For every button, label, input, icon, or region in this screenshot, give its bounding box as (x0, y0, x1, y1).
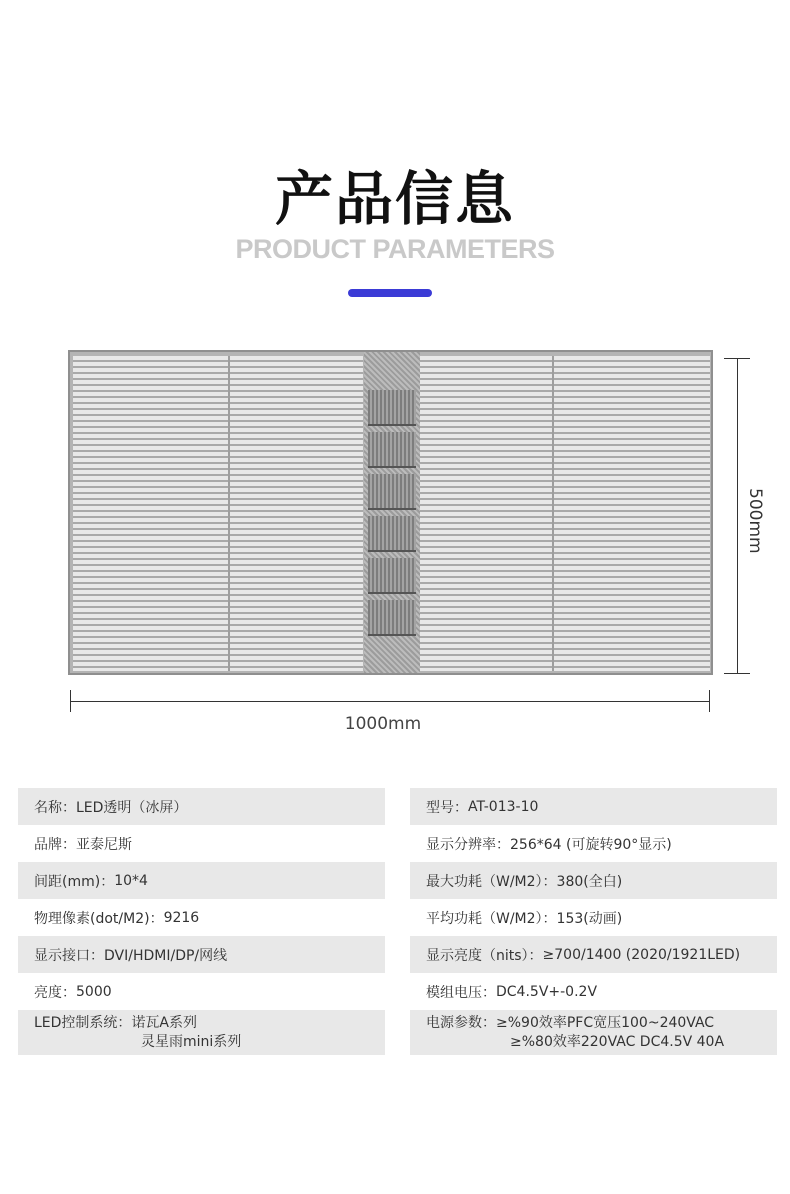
screen-panel-left (73, 356, 363, 671)
spec-label: 显示接口： (34, 947, 104, 964)
width-dimension-label: 1000mm (344, 714, 422, 734)
spec-value: LED透明（冰屏） (76, 799, 188, 816)
height-dimension-cap-bottom (724, 673, 750, 674)
spec-row (410, 936, 777, 973)
spec-label: 物理像素(dot/M2)： (34, 910, 164, 927)
spec-value: AT-013-10 (468, 798, 539, 815)
spec-value: 256*64 (可旋转90°显示) (510, 836, 672, 853)
spec-label: 名称： (34, 799, 76, 816)
spec-table-left (18, 788, 385, 1055)
height-dimension-line (737, 358, 738, 673)
spec-row (18, 899, 385, 936)
spec-label: 品牌： (34, 836, 76, 853)
spec-label: 间距(mm)： (34, 873, 115, 890)
spec-table-right (410, 788, 777, 1055)
height-dimension-label: 500mm (745, 488, 765, 554)
spec-value: DC4.5V+-0.2V (496, 983, 598, 1000)
spec-label: 模组电压： (426, 984, 496, 1001)
spec-row (410, 862, 777, 899)
spec-row (18, 788, 385, 825)
spec-label: 亮度： (34, 984, 76, 1001)
spec-row (410, 825, 777, 862)
spec-row (18, 825, 385, 862)
width-dimension-cap-right (709, 690, 710, 712)
accent-bar (348, 289, 432, 297)
spec-label: 显示分辨率： (426, 836, 510, 853)
spec-row (18, 862, 385, 899)
spec-value: ≥%90效率PFC宽压100~240VAC (496, 1015, 715, 1031)
spec-label: LED控制系统： (34, 1015, 132, 1031)
height-dimension-cap-top (724, 358, 750, 359)
screen-center-strip (364, 352, 420, 673)
width-dimension-cap-left (70, 690, 71, 712)
spec-value: DVI/HDMI/DP/网线 (104, 947, 228, 964)
spec-row (18, 1010, 385, 1055)
page-subtitle: PRODUCT PARAMETERS (235, 234, 555, 264)
led-screen-image (68, 350, 713, 675)
spec-label: 最大功耗（W/M2）： (426, 873, 557, 890)
spec-label: 显示亮度（nits）： (426, 947, 543, 964)
spec-row (410, 899, 777, 936)
page-title: 产品信息 (274, 165, 515, 233)
spec-row (410, 1010, 777, 1055)
spec-value: 9216 (163, 909, 200, 926)
spec-row (18, 973, 385, 1010)
spec-value-line2: ≥%80效率220VAC DC4.5V 40A (510, 1034, 725, 1050)
spec-value: 153(动画) (556, 910, 623, 927)
spec-label: 平均功耗（W/M2）： (426, 910, 557, 927)
width-dimension-line (70, 701, 710, 702)
spec-value: 10*4 (114, 872, 148, 889)
spec-label: 型号： (426, 799, 468, 816)
spec-label: 电源参数： (426, 1015, 496, 1031)
screen-panel-right (420, 356, 710, 671)
spec-row (18, 936, 385, 973)
spec-value-line2: 灵星雨mini系列 (141, 1034, 242, 1050)
spec-value: ≥700/1400 (2020/1921LED) (542, 946, 741, 963)
spec-row (410, 788, 777, 825)
spec-value: 诺瓦A系列 (131, 1015, 198, 1031)
spec-value: 亚泰尼斯 (76, 836, 132, 853)
spec-row (410, 973, 777, 1010)
spec-value: 5000 (76, 983, 112, 1000)
spec-value: 380(全白) (556, 873, 623, 890)
